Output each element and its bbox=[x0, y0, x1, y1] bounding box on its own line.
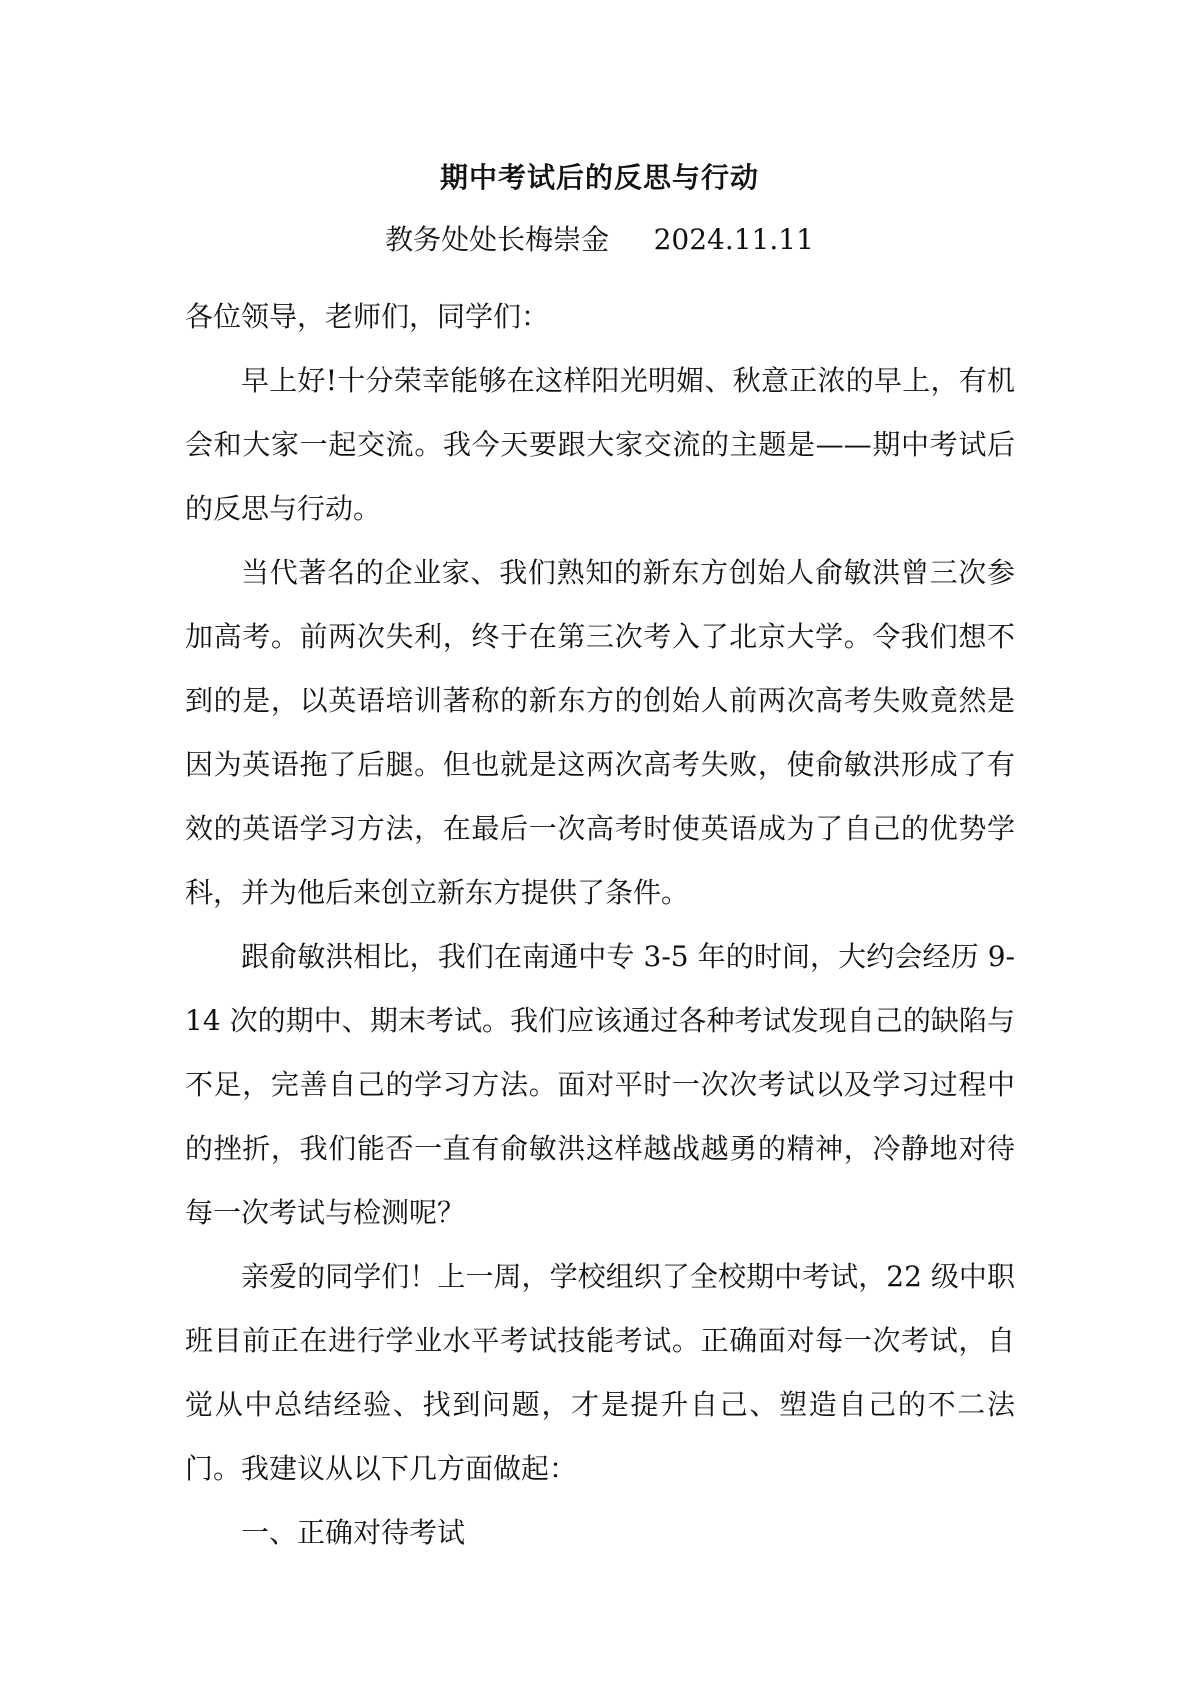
salutation: 各位领导，老师们，同学们： bbox=[185, 300, 550, 333]
document-body bbox=[185, 285, 1015, 1565]
paragraph-recommendation: 亲爱的同学们！上一周，学校组织了全校期中考试，22 级中职班目前正在进行学业水平考试技能考试。正确面对每一次考试，自觉从中总结经验、找到问题，才是提升自己、塑造自己的不二法门。我建议从以下几方面做起： bbox=[185, 1260, 1015, 1485]
document-byline: 教务处处长梅崇金 2024.11.11 bbox=[385, 223, 814, 256]
document-title: 期中考试后的反思与行动 bbox=[439, 161, 759, 194]
paragraph-comparison: 跟俞敏洪相比，我们在南通中专 3-5 年的时间，大约会经历 9-14 次的期中、期末考试。我们应该通过各种考试发现自己的缺陷与不足，完善自己的学习方法。面对平时一次次考试以及学习过程中的挫折，我们能否一直有俞敏洪这样越战越勇的精神，冷静地对待每一次考试与检测呢？ bbox=[185, 940, 1015, 1229]
paragraph-yu-minhong-story: 当代著名的企业家、我们熟知的新东方创始人俞敏洪曾三次参加高考。前两次失利，终于在第三次考入了北京大学。令我们想不到的是，以英语培训著称的新东方的创始人前两次高考失败竟然是因为英语拖了后腿。但也就是这两次高考失败，使俞敏洪形成了有效的英语学习方法，在最后一次高考时使英语成为了自己的优势学科，并为他后来创立新东方提供了条件。 bbox=[185, 556, 1015, 909]
section-heading: 一、正确对待考试 bbox=[241, 1516, 466, 1549]
paragraph-greeting: 早上好!十分荣幸能够在这样阳光明媚、秋意正浓的早上，有机会和大家一起交流。我今天要跟大家交流的主题是——期中考试后的反思与行动。 bbox=[185, 364, 1015, 525]
